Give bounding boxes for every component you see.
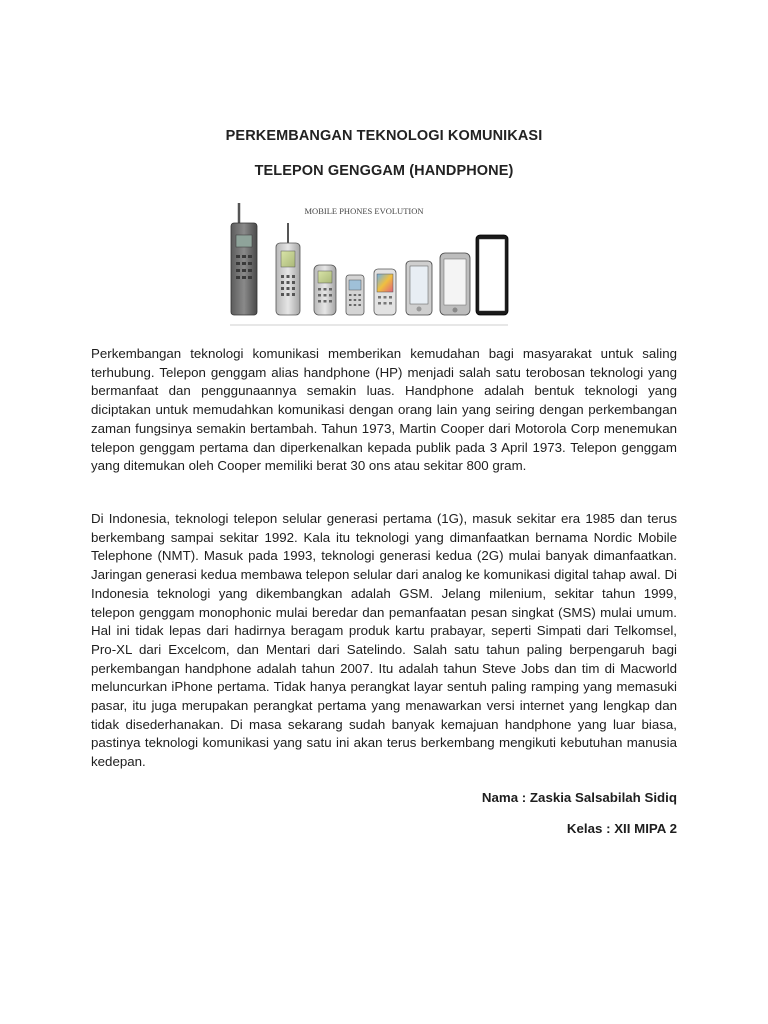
figure-caption: MOBILE PHONES EVOLUTION [304,206,424,216]
paragraph-intro: Perkembangan teknologi komunikasi memberikan kemudahan bagi masyarakat untuk saling terhubung. Telepon genggam alias handphone (HP) menjadi salah satu terobosan teknologi yang bermanfaat dan penggunaannya semakin luas. Handphone adalah bentuk teknologi yang diciptakan untuk memudahkan komunikasi dengan orang lain yang seiring dengan perkembangan zaman fungsinya semakin bertambah. Tahun 1973, Martin Cooper dari Motorola Corp menemukan telepon genggam pertama dan diperkenalkan kepada publik pada 3 April 1973. Telepon genggam yang ditemukan oleh Cooper memiliki berat 30 ons atau sekitar 800 gram. [91,346,677,474]
document-title: PERKEMBANGAN TEKNOLOGI KOMUNIKASI [225,128,543,144]
mobile-phones-evolution-figure [226,195,512,331]
author-class: Kelas : XII MIPA 2 [566,821,677,836]
paragraph-indonesia: Di Indonesia, teknologi telepon selular generasi pertama (1G), masuk sekitar era 1985 dan terus berkembang sampai sekitar 1992. Kala itu teknologi yang dimanfaatkan bernama Nordic Mobile Telephone (NMT). Masuk pada 1993, teknologi generasi kedua (2G) mulai banyak dimanfaatkan. Jaringan generasi kedua membawa telepon selular dari analog ke komunikasi digital tahap awal. Di Indonesia teknologi yang dikembangkan adalah GSM. Jelang milenium, sekitar tahun 1999, telepon genggam monophonic mulai beredar dan pemanfaatan pesan singkat (SMS) mulai umum. Hal ini tidak lepas dari hadirnya beragam produk kartu prabayar, seperti Simpati dari Telkomsel, Pro-XL dari Excelcom, dan Mentari dari Satelindo. Salah satu tahun paling berpengaruh bagi perkembangan handphone adalah tahun 2007. Itu adalah tahun Steve Jobs dan tim di Macworld meluncurkan iPhone pertama. Tidak hanya perangkat layar sentuh paling ramping yang memasuki pasar, itu juga merupakan perangkat pertama yang menawarkan versi internet yang lengkap dan tidak disederhanakan. Di masa sekarang sudah banyak kemajuan handphone yang luar biasa, pastinya teknologi komunikasi yang satu ini akan terus berkembang mengikuti kebutuhan manusia kedepan. [91,511,677,770]
phones-evolution-icon [226,195,512,331]
author-name: Nama : Zaskia Salsabilah Sidiq [481,790,677,805]
document-subtitle: TELEPON GENGGAM (HANDPHONE) [254,163,514,179]
